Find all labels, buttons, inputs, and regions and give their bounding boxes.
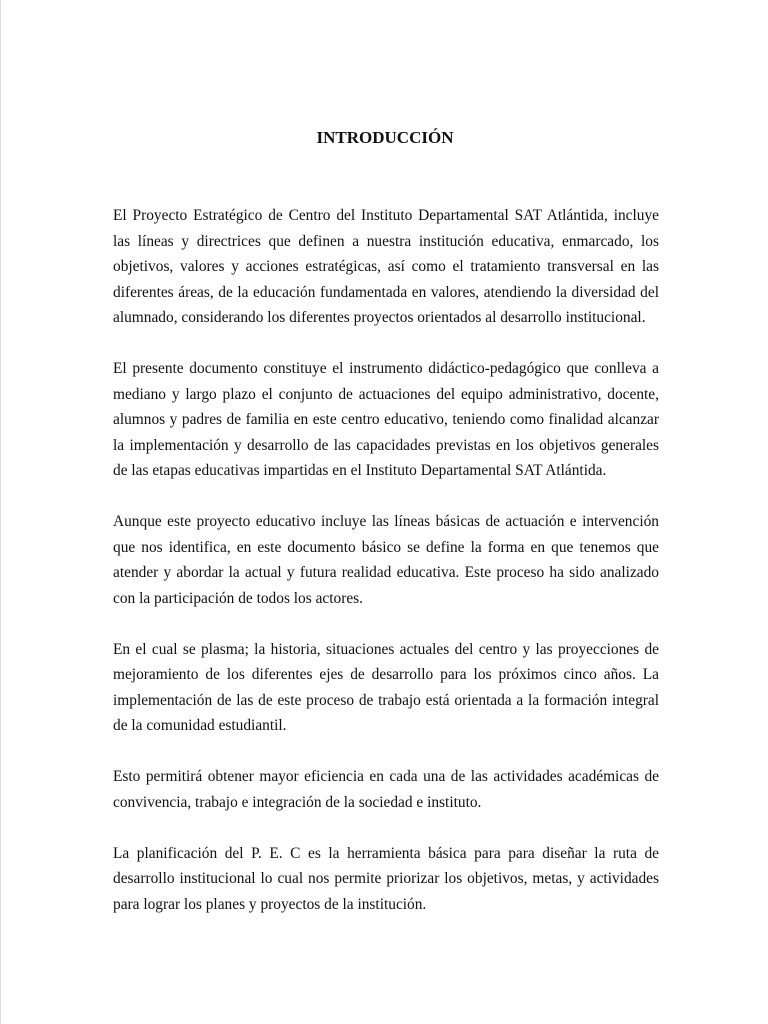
document-body — [113, 203, 659, 943]
paragraph-5: Esto permitirá obtener mayor eficiencia en cada una de las actividades académicas de convivencia, trabajo e integración de la sociedad e instituto. — [113, 768, 659, 811]
paragraph-2: El presente documento constituye el instrumento didáctico-pedagógico que conlleva a mediano y largo plazo el conjunto de actuaciones del equipo administrativo, docente, alumnos y padres de familia en este centro educativo, teniendo como finalidad alcanzar la implementación y desarrollo de las capacidades previstas en los objetivos generales de las etapas educativas impartidas en el Instituto Departamental SAT Atlántida. — [113, 360, 659, 479]
paragraph-1: El Proyecto Estratégico de Centro del Instituto Departamental SAT Atlántida, incluye las líneas y directrices que definen a nuestra institución educativa, enmarcado, los objetivos, valores y acciones estratégicas, así como el tratamiento transversal en las diferentes áreas, de la educación fundamentada en valores, atendiendo la diversidad del alumnado, considerando los diferentes proyectos orientados al desarrollo institucional. — [113, 207, 659, 326]
paragraph-3: Aunque este proyecto educativo incluye las líneas básicas de actuación e intervención que nos identifica, en este documento básico se define la forma en que tenemos que atender y abordar la actual y futura realidad educativa. Este proceso ha sido analizado con la participación de todos los actores. — [113, 513, 659, 607]
page-title: INTRODUCCIÓN — [316, 128, 454, 147]
paragraph-4: En el cual se plasma; la historia, situaciones actuales del centro y las proyecciones de mejoramiento de los diferentes ejes de desarrollo para los próximos cinco años. La implementación de las de este proceso de trabajo está orientada a la formación integral de la comunidad estudiantil. — [113, 640, 659, 734]
paragraph-6: La planificación del P. E. C es la herramienta básica para para diseñar la ruta de desarrollo institucional lo cual nos permite priorizar los objetivos, metas, y actividades para lograr los planes y proyectos de la institución. — [113, 844, 659, 913]
